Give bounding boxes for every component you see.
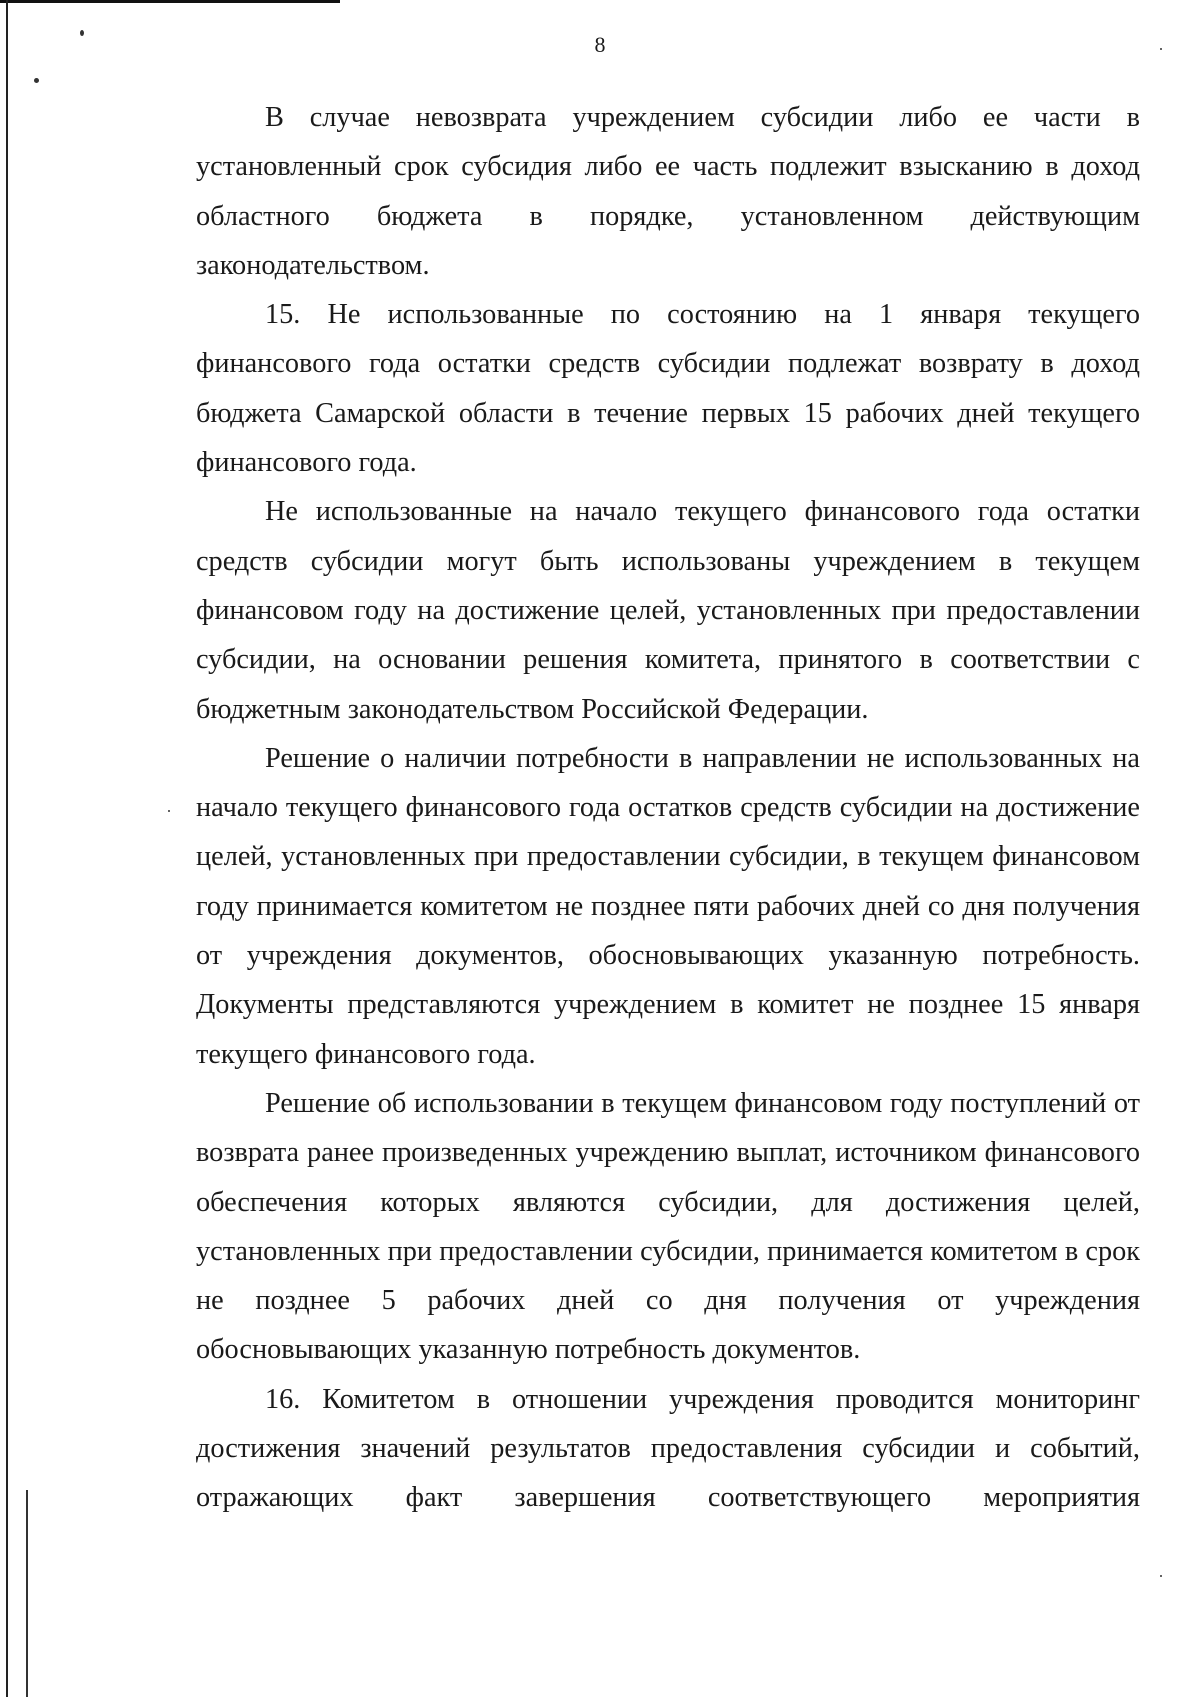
page-number: 8 (594, 32, 606, 57)
paragraph: Решение об использовании в текущем финансовом году поступлений от возврата ранее произведенных учреждению выплат, источником финансового обеспечения которых являются субсидии, для достижения целей, установленных при предоставлении субсидии, принимается комитетом в срок не позднее 5 рабочих дней со дня получения от учреждения обосновывающих указанную потребность документов. (196, 1087, 1140, 1366)
paragraph: Не использованные на начало текущего финансового года остатки средств субсидии могут быть использованы учреждением в текущем финансовом году на достижение целей, установленных при предоставлении субсидии, на основании решения комитета, принятого в соответствии с бюджетным законодательством Российской Федерации. (196, 496, 1140, 725)
scan-border-left-inner (26, 1490, 28, 1697)
scan-speck (168, 810, 170, 812)
paragraph-clause-15: 15. Не использованные по состоянию на 1 января текущего финансового года остатки средств субсидии подлежат возврату в доход бюджета Самарской области в течение первых 15 рабочих дней текущего финансового года. (196, 299, 1140, 479)
scan-speck (1160, 1575, 1162, 1577)
paragraph: Решение о наличии потребности в направлении не использованных на начало текущего финансового года остатков средств субсидии на достижение целей, установленных при предоставлении субсидии, в текущем финансовом году принимается комитетом не позднее пяти рабочих дней со дня получения от учреждения документов, обосновывающих указанную потребность. Документы представляются учреждением в комитет не позднее 15 января текущего финансового года. (196, 742, 1140, 1070)
paragraph-clause-16: 16. Комитетом в отношении учреждения проводится мониторинг достижения значений результатов предоставления субсидии и событий, отражающих факт завершения соответствующего мероприятия (196, 1383, 1140, 1514)
scan-border-top (0, 0, 340, 3)
document-body (196, 93, 1140, 1523)
paragraph: В случае невозврата учреждением субсидии либо ее части в установленный срок субсидия либо ее часть подлежит взысканию в доход областного бюджета в порядке, установленном действующим законодательством. (196, 102, 1140, 281)
scan-border-left (6, 0, 8, 1697)
scan-speck (34, 78, 39, 83)
